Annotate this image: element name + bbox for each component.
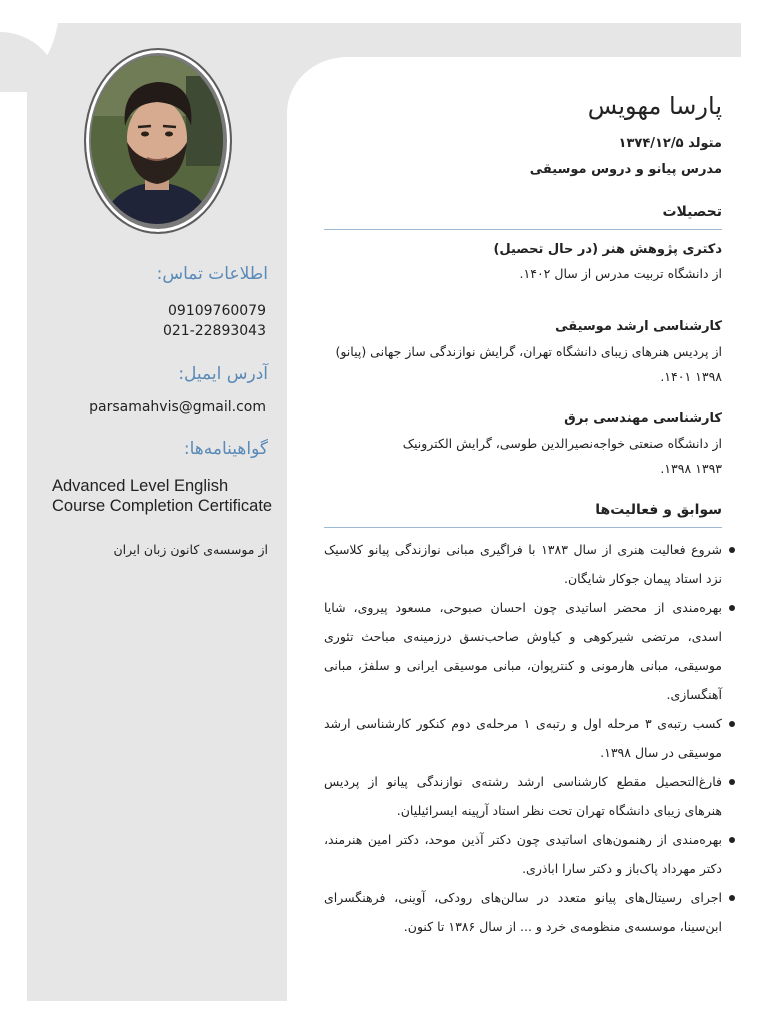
- email-address[interactable]: parsamahvis@gmail.com: [89, 399, 266, 415]
- phone-landline[interactable]: 021-22893043: [162, 323, 266, 339]
- profile-photo: [91, 56, 223, 224]
- person-name: پارسا مهویس: [587, 92, 722, 120]
- edu-degree-phd: دکتری پژوهش هنر (در حال تحصیل): [493, 242, 722, 257]
- edu-years-masters: ۱۳۹۸ ۱۴۰۱.: [660, 369, 722, 384]
- activity-item: بهره‌مندی از محضر اساتیدی چون احسان صبوحی، مسعود پیروی، شایا اسدی، مرتضی شیرکوهی و کیاوش صاحب‌نسق درزمینه‌ی مباحث تئوری موسیقی، مبانی هارمونی و کنترپوان، مبانی موسیقی ایرانی و سلفژ، مبانی آهنگسازی.: [324, 593, 722, 709]
- edu-detail-bachelor: از دانشگاه صنعتی خواجه‌نصیرالدین طوسی، گرایش الکترونیک: [402, 436, 722, 451]
- edu-detail-masters: از پردیس هنرهای زیبای دانشگاه تهران، گرایش نوازندگی ساز جهانی (پیانو): [335, 344, 722, 359]
- certificate-source: از موسسه‌ی کانون زبان ایران: [113, 542, 268, 557]
- job-title: مدرس پیانو و دروس موسیقی: [529, 162, 722, 177]
- birth-date: متولد ۱۳۷۴/۱۲/۵: [618, 136, 722, 151]
- activities-list: [324, 535, 738, 941]
- activity-item: کسب رتبه‌ی ۳ مرحله اول و رتبه‌ی ۱ مرحله‌ی دوم کنکور کارشناسی ارشد موسیقی در سال ۱۳۹۸.: [324, 709, 722, 767]
- edu-degree-masters: کارشناسی ارشد موسیقی: [555, 319, 722, 334]
- email-heading: آدرس ایمیل:: [178, 364, 268, 384]
- certificate-title: Advanced Level English Course Completion Certificate: [52, 477, 273, 515]
- activity-item: شروع فعالیت هنری از سال ۱۳۸۳ با فراگیری مبانی نوازندگی پیانو کلاسیک نزد استاد پیمان جوکار شایگان.: [324, 535, 722, 593]
- activities-heading: سوابق و فعالیت‌ها: [595, 502, 722, 518]
- activity-item: اجرای رسیتال‌های پیانو متعدد در سالن‌های رودکی، آوینی، فرهنگسرای ابن‌سینا، موسسه‌ی منظومه‌ی خرد و ... از سال ۱۳۸۶ تا کنون.: [324, 883, 722, 941]
- certificates-heading: گواهینامه‌ها:: [183, 439, 268, 459]
- contact-heading: اطلاعات تماس:: [156, 264, 268, 284]
- activities-divider: [324, 527, 722, 528]
- activity-item: بهره‌مندی از رهنمون‌های اساتیدی چون دکتر آذین موحد، دکتر امین هنرمند، دکتر مهرداد پاک‌باز و دکتر سارا اباذری.: [324, 825, 722, 883]
- phone-mobile[interactable]: 09109760079: [168, 303, 266, 319]
- education-divider: [324, 229, 722, 230]
- activity-item: فارغ‌التحصیل مقطع کارشناسی ارشد رشته‌ی نوازندگی پیانو از پردیس هنرهای زیبای دانشگاه تهران تحت نظر استاد آرپینه ایسرائیلیان.: [324, 767, 722, 825]
- edu-degree-bachelor: کارشناسی مهندسی برق: [564, 411, 722, 426]
- education-heading: تحصیلات: [662, 204, 722, 220]
- edu-years-bachelor: ۱۳۹۳ ۱۳۹۸.: [660, 461, 722, 476]
- edu-detail-phd: از دانشگاه تربیت مدرس از سال ۱۴۰۲.: [519, 266, 722, 281]
